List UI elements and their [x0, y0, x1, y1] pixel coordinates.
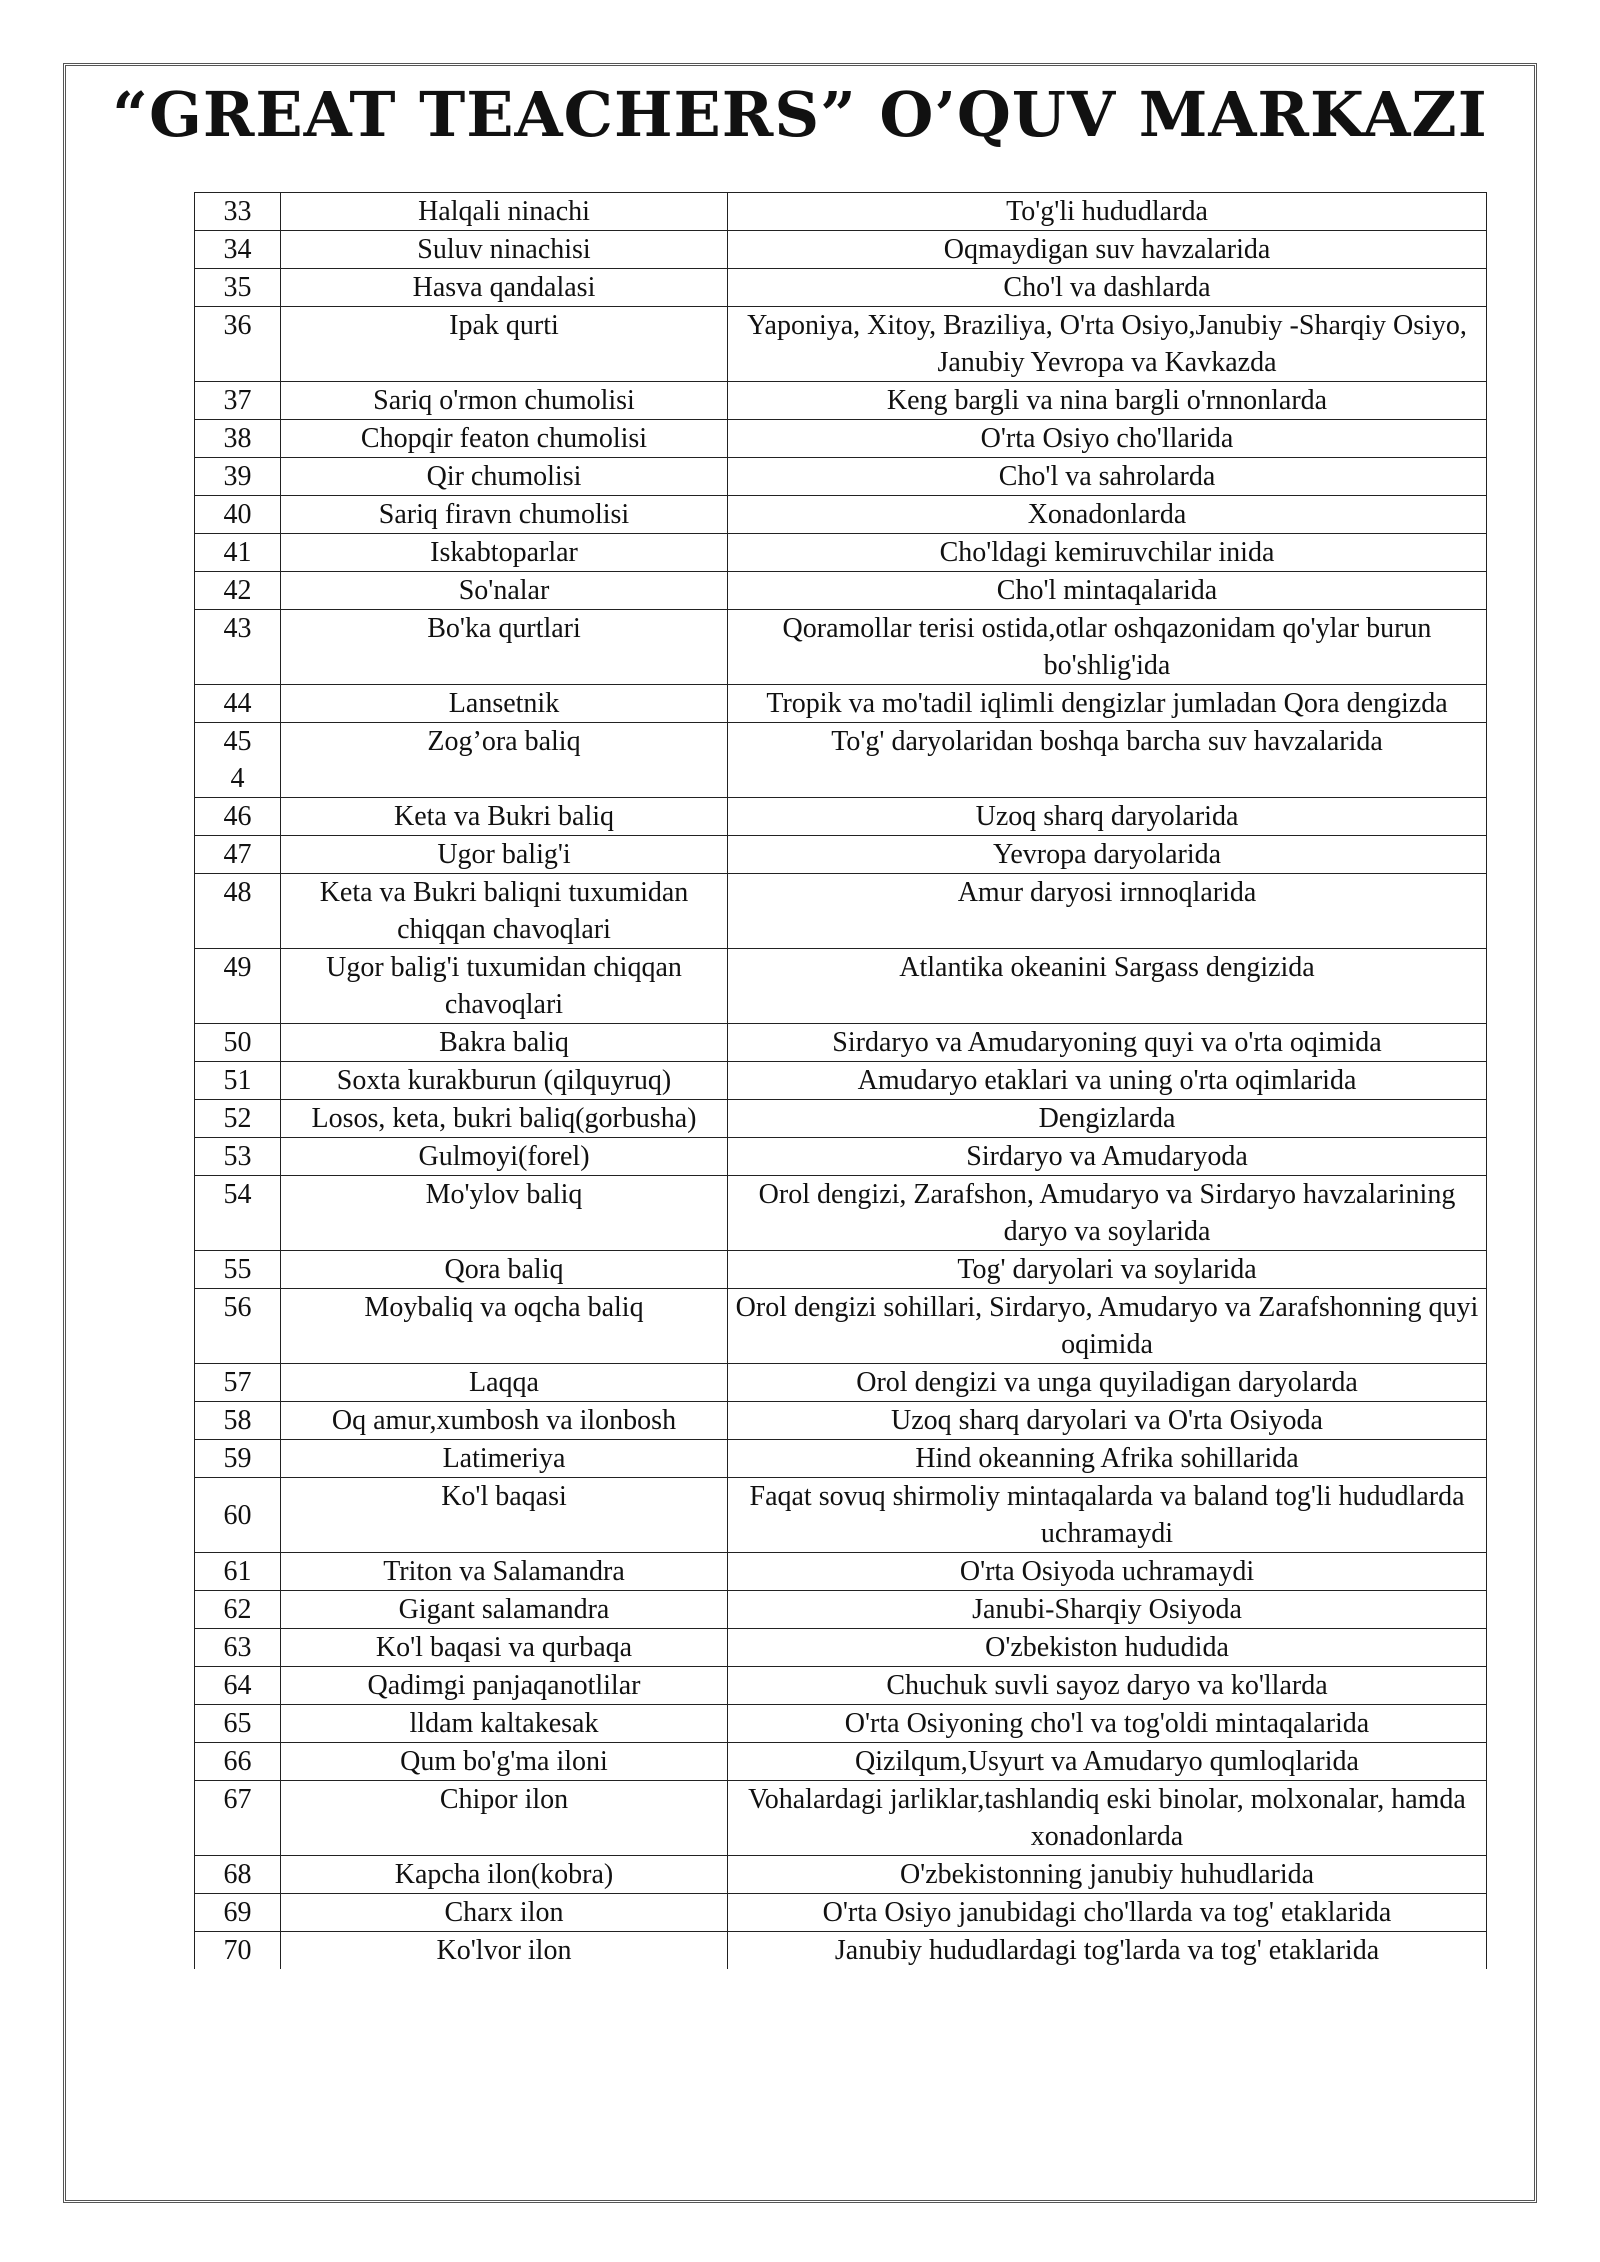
habitat-description: Atlantika okeanini Sargass dengizida: [728, 949, 1487, 1024]
species-name: Latimeriya: [281, 1440, 728, 1478]
species-name: Ko'lvor ilon: [281, 1932, 728, 1970]
habitat-description: Faqat sovuq shirmoliy mintaqalarda va baland tog'li hududlarda uchramaydi: [728, 1478, 1487, 1553]
habitat-description: Sirdaryo va Amudaryoning quyi va o'rta oqimida: [728, 1024, 1487, 1062]
species-name: Ugor balig'i: [281, 836, 728, 874]
habitat-description: O'rta Osiyo janubidagi cho'llarda va tog' etaklarida: [728, 1894, 1487, 1932]
habitat-description: Orol dengizi va unga quyiladigan daryolarda: [728, 1364, 1487, 1402]
species-name: Zog’ora baliq: [281, 723, 728, 798]
species-name: Qir chumolisi: [281, 458, 728, 496]
species-name: Gulmoyi(forel): [281, 1138, 728, 1176]
species-name: Mo'ylov baliq: [281, 1176, 728, 1251]
species-name: Qum bo'g'ma iloni: [281, 1743, 728, 1781]
row-number: 63: [195, 1629, 281, 1667]
row-number: 53: [195, 1138, 281, 1176]
species-name: Sariq firavn chumolisi: [281, 496, 728, 534]
species-name: Chopqir featon chumolisi: [281, 420, 728, 458]
row-number: 44: [195, 685, 281, 723]
table-row: [195, 1629, 1487, 1667]
habitat-description: O'rta Osiyo cho'llarida: [728, 420, 1487, 458]
table-row: [195, 1781, 1487, 1856]
row-number: 69: [195, 1894, 281, 1932]
habitat-description: Uzoq sharq daryolari va O'rta Osiyoda: [728, 1402, 1487, 1440]
table-row: [195, 723, 1487, 798]
species-name: Moybaliq va oqcha baliq: [281, 1289, 728, 1364]
row-number: 60: [195, 1478, 281, 1553]
table-row: [195, 1024, 1487, 1062]
species-name: Bakra baliq: [281, 1024, 728, 1062]
species-name: Keta va Bukri baliqni tuxumidan chiqqan chavoqlari: [281, 874, 728, 949]
species-name: lldam kaltakesak: [281, 1705, 728, 1743]
table-row: [195, 1553, 1487, 1591]
table-row: [195, 382, 1487, 420]
habitat-description: Orol dengizi sohillari, Sirdaryo, Amudaryo va Zarafshonning quyi oqimida: [728, 1289, 1487, 1364]
row-number: 66: [195, 1743, 281, 1781]
table-row: [195, 307, 1487, 382]
row-number: 48: [195, 874, 281, 949]
row-number: 57: [195, 1364, 281, 1402]
table-row: [195, 420, 1487, 458]
table-row: [195, 496, 1487, 534]
habitat-description: Tog' daryolari va soylarida: [728, 1251, 1487, 1289]
row-number: 41: [195, 534, 281, 572]
habitat-description: Yevropa daryolarida: [728, 836, 1487, 874]
row-number: 33: [195, 193, 281, 231]
table-row: [195, 874, 1487, 949]
table-row: [195, 1932, 1487, 1970]
table-row: [195, 1364, 1487, 1402]
row-number: 61: [195, 1553, 281, 1591]
species-name: Keta va Bukri baliq: [281, 798, 728, 836]
row-number: 36: [195, 307, 281, 382]
row-number: 43: [195, 610, 281, 685]
species-habitat-table: [194, 192, 1487, 1969]
row-number: 49: [195, 949, 281, 1024]
table-row: [195, 572, 1487, 610]
habitat-description: Amur daryosi irnnoqlarida: [728, 874, 1487, 949]
species-name: Gigant salamandra: [281, 1591, 728, 1629]
species-name: Iskabtoparlar: [281, 534, 728, 572]
species-name: Ugor balig'i tuxumidan chiqqan chavoqlari: [281, 949, 728, 1024]
habitat-description: Amudaryo etaklari va uning o'rta oqimlarida: [728, 1062, 1487, 1100]
species-name: Bo'ka qurtlari: [281, 610, 728, 685]
row-number: 35: [195, 269, 281, 307]
habitat-description: Qizilqum,Usyurt va Amudaryo qumloqlarida: [728, 1743, 1487, 1781]
habitat-description: Sirdaryo va Amudaryoda: [728, 1138, 1487, 1176]
row-number: 46: [195, 798, 281, 836]
table-row: [195, 1705, 1487, 1743]
row-number: 37: [195, 382, 281, 420]
habitat-description: To'g' daryolaridan boshqa barcha suv havzalarida: [728, 723, 1487, 798]
species-name: Qora baliq: [281, 1251, 728, 1289]
row-number: 56: [195, 1289, 281, 1364]
species-name: Charx ilon: [281, 1894, 728, 1932]
table-row: [195, 836, 1487, 874]
row-number: 67: [195, 1781, 281, 1856]
habitat-description: Xonadonlarda: [728, 496, 1487, 534]
species-name: So'nalar: [281, 572, 728, 610]
row-number: 64: [195, 1667, 281, 1705]
habitat-description: Vohalardagi jarliklar,tashlandiq eski binolar, molxonalar, hamda xonadonlarda: [728, 1781, 1487, 1856]
habitat-description: O'zbekistonning janubiy huhudlarida: [728, 1856, 1487, 1894]
row-number: 54: [195, 1176, 281, 1251]
species-name: Hasva qandalasi: [281, 269, 728, 307]
habitat-description: Cho'l mintaqalarida: [728, 572, 1487, 610]
species-name: Kapcha ilon(kobra): [281, 1856, 728, 1894]
species-name: Qadimgi panjaqanotlilar: [281, 1667, 728, 1705]
species-name: Chipor ilon: [281, 1781, 728, 1856]
table-row: [195, 1667, 1487, 1705]
species-name: Triton va Salamandra: [281, 1553, 728, 1591]
habitat-description: Dengizlarda: [728, 1100, 1487, 1138]
table-row: [195, 1251, 1487, 1289]
row-number: 50: [195, 1024, 281, 1062]
table-row: [195, 1591, 1487, 1629]
table-row: [195, 685, 1487, 723]
species-name: Losos, keta, bukri baliq(gorbusha): [281, 1100, 728, 1138]
habitat-description: O'zbekiston hududida: [728, 1629, 1487, 1667]
table-row: [195, 1402, 1487, 1440]
species-name: Ko'l baqasi: [281, 1478, 728, 1553]
habitat-description: Oqmaydigan suv havzalarida: [728, 231, 1487, 269]
habitat-description: O'rta Osiyoda uchramaydi: [728, 1553, 1487, 1591]
table-row: [195, 231, 1487, 269]
row-number: 62: [195, 1591, 281, 1629]
row-number: 38: [195, 420, 281, 458]
row-number: 42: [195, 572, 281, 610]
row-number: 59: [195, 1440, 281, 1478]
table-row: [195, 1440, 1487, 1478]
habitat-description: Janubi-Sharqiy Osiyoda: [728, 1591, 1487, 1629]
habitat-description: Qoramollar terisi ostida,otlar oshqazonidam qo'ylar burun bo'shlig'ida: [728, 610, 1487, 685]
row-number: 40: [195, 496, 281, 534]
habitat-description: Cho'l va sahrolarda: [728, 458, 1487, 496]
table-row: [195, 1176, 1487, 1251]
table-row: [195, 534, 1487, 572]
habitat-description: Cho'ldagi kemiruvchilar inida: [728, 534, 1487, 572]
row-number: 65: [195, 1705, 281, 1743]
table-row: [195, 1856, 1487, 1894]
row-number: 51: [195, 1062, 281, 1100]
species-name: Ko'l baqasi va qurbaqa: [281, 1629, 728, 1667]
row-number: 52: [195, 1100, 281, 1138]
table-row: [195, 1743, 1487, 1781]
row-number: 39: [195, 458, 281, 496]
table-row: [195, 610, 1487, 685]
habitat-description: Orol dengizi, Zarafshon, Amudaryo va Sirdaryo havzalarining daryo va soylarida: [728, 1176, 1487, 1251]
table-row: [195, 949, 1487, 1024]
row-number: 68: [195, 1856, 281, 1894]
species-name: Halqali ninachi: [281, 193, 728, 231]
table-row: [195, 1478, 1487, 1553]
row-number: 47: [195, 836, 281, 874]
habitat-description: Keng bargli va nina bargli o'rnnonlarda: [728, 382, 1487, 420]
habitat-description: Uzoq sharq daryolarida: [728, 798, 1487, 836]
table-row: [195, 269, 1487, 307]
habitat-description: Hind okeanning Afrika sohillarida: [728, 1440, 1487, 1478]
table-row: [195, 1289, 1487, 1364]
species-name: Lansetnik: [281, 685, 728, 723]
row-number: 55: [195, 1251, 281, 1289]
species-name: Ipak qurti: [281, 307, 728, 382]
table-row: [195, 1100, 1487, 1138]
habitat-description: Cho'l va dashlarda: [728, 269, 1487, 307]
table-row: [195, 193, 1487, 231]
habitat-description: Tropik va mo'tadil iqlimli dengizlar jumladan Qora dengizda: [728, 685, 1487, 723]
species-name: Soxta kurakburun (qilquyruq): [281, 1062, 728, 1100]
species-name: Laqqa: [281, 1364, 728, 1402]
table-row: [195, 798, 1487, 836]
row-number: 45 4: [195, 723, 281, 798]
table-row: [195, 458, 1487, 496]
row-number: 70: [195, 1932, 281, 1970]
row-number: 58: [195, 1402, 281, 1440]
table-row: [195, 1138, 1487, 1176]
table-row: [195, 1062, 1487, 1100]
table-row: [195, 1894, 1487, 1932]
habitat-description: O'rta Osiyoning cho'l va tog'oldi mintaqalarida: [728, 1705, 1487, 1743]
habitat-description: To'g'li hududlarda: [728, 193, 1487, 231]
habitat-description: Chuchuk suvli sayoz daryo va ko'llarda: [728, 1667, 1487, 1705]
row-number: 34: [195, 231, 281, 269]
habitat-description: Yaponiya, Xitoy, Braziliya, O'rta Osiyo,Janubiy -Sharqiy Osiyo, Janubiy Yevropa va Kavkazda: [728, 307, 1487, 382]
page-title: “GREAT TEACHERS” O’QUV MARKAZI: [112, 78, 1488, 151]
habitat-description: Janubiy hududlardagi tog'larda va tog' etaklarida: [728, 1932, 1487, 1970]
species-name: Suluv ninachisi: [281, 231, 728, 269]
species-name: Sariq o'rmon chumolisi: [281, 382, 728, 420]
species-name: Oq amur,xumbosh va ilonbosh: [281, 1402, 728, 1440]
